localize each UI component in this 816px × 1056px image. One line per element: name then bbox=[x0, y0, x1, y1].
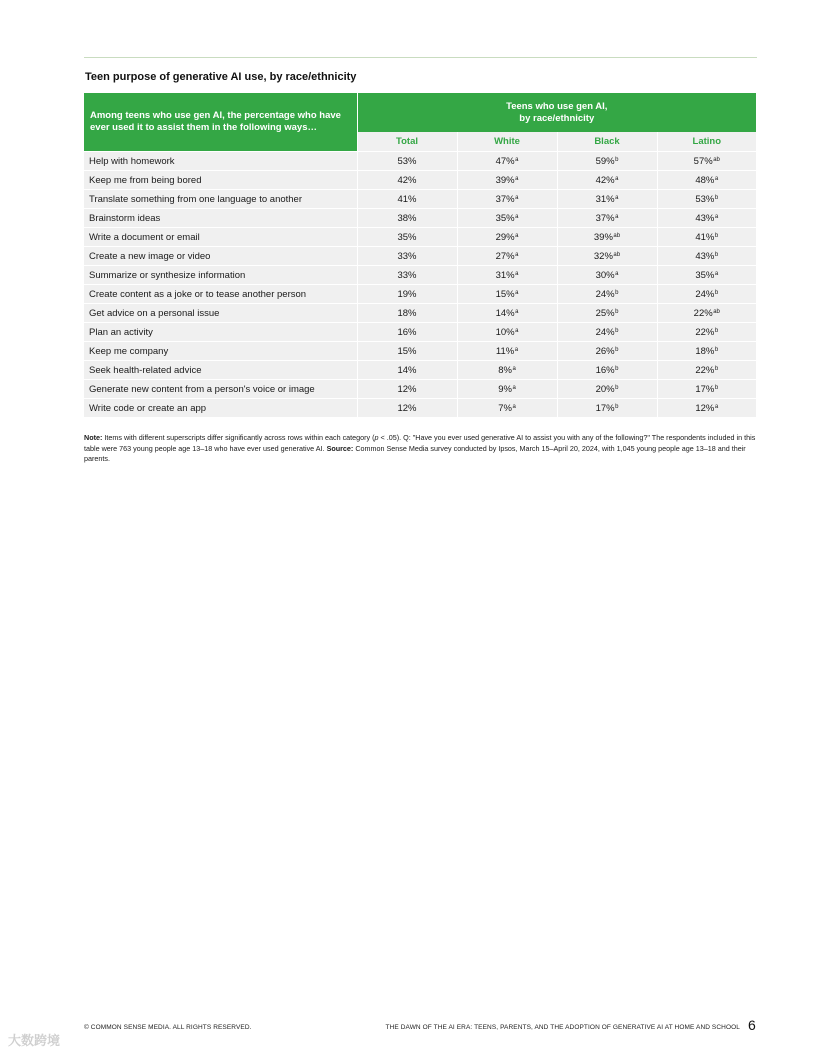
cell-white bbox=[457, 323, 557, 342]
significance-superscript: a bbox=[515, 270, 519, 277]
significance-superscript: b bbox=[615, 156, 619, 163]
cell-black bbox=[557, 285, 657, 304]
row-label: Keep me company bbox=[84, 342, 357, 361]
row-label: Seek health-related advice bbox=[84, 361, 357, 380]
significance-superscript: b bbox=[615, 346, 619, 353]
cell-latino bbox=[657, 285, 756, 304]
cell-value: 25% bbox=[595, 307, 615, 319]
table-row bbox=[84, 323, 756, 342]
header-group-line1: Teens who use gen AI, bbox=[506, 100, 608, 112]
significance-superscript: b bbox=[615, 308, 619, 315]
cell-total: 19% bbox=[357, 285, 457, 304]
cell-white bbox=[457, 399, 557, 418]
table-row bbox=[84, 266, 756, 285]
cell-black bbox=[557, 399, 657, 418]
cell-value: 37% bbox=[595, 212, 615, 224]
row-label: Create a new image or video bbox=[84, 247, 357, 266]
cell-total: 12% bbox=[357, 399, 457, 418]
cell-value: 24% bbox=[595, 288, 615, 300]
column-header-black: Black bbox=[557, 132, 657, 152]
table-row bbox=[84, 209, 756, 228]
cell-total: 18% bbox=[357, 304, 457, 323]
significance-superscript: ab bbox=[713, 308, 720, 315]
header-question: Among teens who use gen AI, the percentage who have ever used it to assist them in the following ways… bbox=[84, 93, 357, 152]
significance-superscript: b bbox=[615, 289, 619, 296]
cell-value: 32% bbox=[593, 250, 613, 262]
significance-superscript: a bbox=[515, 289, 519, 296]
row-label: Write a document or email bbox=[84, 228, 357, 247]
significance-superscript: a bbox=[512, 403, 516, 410]
cell-value: 16% bbox=[595, 364, 615, 376]
cell-total: 33% bbox=[357, 266, 457, 285]
table-row bbox=[84, 399, 756, 418]
significance-superscript: a bbox=[512, 365, 516, 372]
note-text-2: < .05). Q: "Have you ever used generative AI to assist you with any of the following?" The respondents included in this table were 763 young people age 13–18 who have ever used generative AI. bbox=[84, 433, 756, 453]
cell-black bbox=[557, 304, 657, 323]
cell-latino bbox=[657, 342, 756, 361]
cell-black bbox=[557, 361, 657, 380]
significance-superscript: a bbox=[515, 232, 519, 239]
significance-superscript: a bbox=[615, 270, 619, 277]
column-header-white: White bbox=[457, 132, 557, 152]
cell-white bbox=[457, 209, 557, 228]
cell-value: 24% bbox=[595, 326, 615, 338]
cell-value: 15% bbox=[495, 288, 515, 300]
significance-superscript: a bbox=[515, 194, 519, 201]
page-number: 6 bbox=[748, 1017, 756, 1033]
row-label: Summarize or synthesize information bbox=[84, 266, 357, 285]
row-label: Brainstorm ideas bbox=[84, 209, 357, 228]
cell-total: 33% bbox=[357, 247, 457, 266]
cell-value: 35% bbox=[495, 212, 515, 224]
cell-value: 11% bbox=[495, 345, 515, 357]
cell-value: 37% bbox=[495, 193, 515, 205]
table-body bbox=[84, 152, 756, 418]
cell-latino bbox=[657, 171, 756, 190]
cell-latino bbox=[657, 152, 756, 171]
cell-total: 41% bbox=[357, 190, 457, 209]
watermark: 大数跨境 bbox=[8, 1033, 61, 1048]
cell-white bbox=[457, 380, 557, 399]
row-label: Write code or create an app bbox=[84, 399, 357, 418]
table-row bbox=[84, 190, 756, 209]
cell-value: 7% bbox=[498, 402, 512, 414]
top-divider bbox=[84, 57, 757, 58]
row-label: Plan an activity bbox=[84, 323, 357, 342]
significance-superscript: b bbox=[714, 194, 719, 201]
cell-value: 22% bbox=[695, 364, 715, 376]
table-note bbox=[84, 433, 760, 465]
cell-black bbox=[557, 342, 657, 361]
cell-latino bbox=[657, 190, 756, 209]
cell-latino bbox=[657, 380, 756, 399]
table-row bbox=[84, 228, 756, 247]
cell-value: 29% bbox=[495, 231, 515, 243]
note-label: Note: bbox=[84, 433, 103, 442]
significance-superscript: a bbox=[615, 213, 619, 220]
significance-superscript: b bbox=[615, 384, 619, 391]
note-text-1: Items with different superscripts differ significantly across rows within each category ( bbox=[102, 433, 375, 442]
cell-total: 12% bbox=[357, 380, 457, 399]
cell-black bbox=[557, 152, 657, 171]
cell-black bbox=[557, 190, 657, 209]
footer-report-title: THE DAWN OF THE AI ERA: TEENS, PARENTS, AND THE ADOPTION OF GENERATIVE AI AT HOME AND SCHOOL bbox=[385, 1024, 740, 1031]
cell-white bbox=[457, 342, 557, 361]
cell-value: 43% bbox=[695, 250, 715, 262]
cell-latino bbox=[657, 323, 756, 342]
cell-value: 12% bbox=[695, 402, 715, 414]
significance-superscript: a bbox=[714, 403, 719, 410]
cell-value: 22% bbox=[693, 307, 713, 319]
note-p: p bbox=[374, 433, 379, 442]
cell-latino bbox=[657, 361, 756, 380]
table-row bbox=[84, 247, 756, 266]
table-row bbox=[84, 342, 756, 361]
cell-white bbox=[457, 285, 557, 304]
significance-superscript: ab bbox=[613, 232, 621, 239]
cell-value: 22% bbox=[695, 326, 715, 338]
significance-superscript: b bbox=[714, 365, 719, 372]
cell-value: 31% bbox=[595, 193, 615, 205]
significance-superscript: b bbox=[714, 289, 719, 296]
cell-value: 31% bbox=[495, 269, 515, 281]
cell-total: 53% bbox=[357, 152, 457, 171]
cell-white bbox=[457, 304, 557, 323]
row-label: Get advice on a personal issue bbox=[84, 304, 357, 323]
significance-superscript: b bbox=[714, 232, 719, 239]
header-group-line2: by race/ethnicity bbox=[519, 112, 595, 124]
cell-value: 35% bbox=[695, 269, 715, 281]
cell-value: 17% bbox=[695, 383, 715, 395]
cell-white bbox=[457, 247, 557, 266]
cell-white bbox=[457, 171, 557, 190]
cell-value: 48% bbox=[695, 174, 715, 186]
cell-value: 26% bbox=[595, 345, 615, 357]
cell-latino bbox=[657, 228, 756, 247]
source-label: Source: bbox=[326, 443, 354, 453]
column-header-latino: Latino bbox=[657, 132, 756, 152]
cell-value: 47% bbox=[495, 155, 515, 167]
cell-black bbox=[557, 380, 657, 399]
cell-black bbox=[557, 228, 657, 247]
significance-superscript: b bbox=[714, 384, 719, 391]
cell-value: 18% bbox=[695, 345, 715, 357]
cell-value: 9% bbox=[498, 383, 512, 395]
table-row bbox=[84, 152, 756, 171]
table-title: Teen purpose of generative AI use, by race/ethnicity bbox=[85, 71, 357, 83]
significance-superscript: a bbox=[515, 213, 519, 220]
cell-value: 39% bbox=[495, 174, 515, 186]
cell-value: 24% bbox=[695, 288, 715, 300]
cell-latino bbox=[657, 304, 756, 323]
cell-total: 42% bbox=[357, 171, 457, 190]
significance-superscript: ab bbox=[613, 251, 621, 258]
cell-total: 38% bbox=[357, 209, 457, 228]
cell-value: 10% bbox=[495, 326, 515, 338]
row-label: Help with homework bbox=[84, 152, 357, 171]
significance-superscript: b bbox=[714, 251, 719, 258]
cell-value: 30% bbox=[595, 269, 615, 281]
table-row bbox=[84, 304, 756, 323]
cell-value: 53% bbox=[695, 193, 715, 205]
cell-total: 15% bbox=[357, 342, 457, 361]
source-text: Common Sense Media survey conducted by Ipsos, March 15–April 20, 2024, with 1,045 young people age 13–18 and their parents. bbox=[84, 443, 746, 463]
cell-latino bbox=[657, 399, 756, 418]
cell-latino bbox=[657, 247, 756, 266]
significance-superscript: a bbox=[714, 175, 719, 182]
data-table bbox=[84, 93, 756, 417]
cell-value: 27% bbox=[495, 250, 515, 262]
significance-superscript: b bbox=[615, 403, 619, 410]
significance-superscript: a bbox=[515, 308, 519, 315]
significance-superscript: a bbox=[514, 346, 519, 353]
cell-value: 41% bbox=[695, 231, 715, 243]
cell-latino bbox=[657, 266, 756, 285]
significance-superscript: b bbox=[714, 346, 719, 353]
cell-value: 20% bbox=[595, 383, 615, 395]
cell-value: 59% bbox=[595, 155, 615, 167]
table-row bbox=[84, 285, 756, 304]
footer-copyright: © COMMON SENSE MEDIA. ALL RIGHTS RESERVED. bbox=[84, 1024, 252, 1031]
significance-superscript: b bbox=[714, 327, 719, 334]
significance-superscript: b bbox=[615, 327, 619, 334]
significance-superscript: a bbox=[714, 213, 719, 220]
row-label: Keep me from being bored bbox=[84, 171, 357, 190]
cell-value: 17% bbox=[595, 402, 615, 414]
cell-white bbox=[457, 361, 557, 380]
column-header-total: Total bbox=[357, 132, 457, 152]
cell-total: 14% bbox=[357, 361, 457, 380]
significance-superscript: a bbox=[515, 251, 519, 258]
cell-black bbox=[557, 266, 657, 285]
significance-superscript: ab bbox=[713, 156, 720, 163]
significance-superscript: a bbox=[615, 194, 619, 201]
header-group bbox=[357, 93, 756, 132]
significance-superscript: a bbox=[515, 156, 519, 163]
cell-value: 39% bbox=[593, 231, 613, 243]
cell-value: 14% bbox=[495, 307, 515, 319]
cell-black bbox=[557, 247, 657, 266]
row-label: Create content as a joke or to tease another person bbox=[84, 285, 357, 304]
significance-superscript: a bbox=[515, 327, 519, 334]
table-row bbox=[84, 361, 756, 380]
cell-total: 35% bbox=[357, 228, 457, 247]
cell-white bbox=[457, 190, 557, 209]
table-row bbox=[84, 380, 756, 399]
cell-total: 16% bbox=[357, 323, 457, 342]
row-label: Generate new content from a person's voice or image bbox=[84, 380, 357, 399]
cell-black bbox=[557, 323, 657, 342]
cell-value: 43% bbox=[695, 212, 715, 224]
cell-black bbox=[557, 171, 657, 190]
significance-superscript: a bbox=[515, 175, 519, 182]
significance-superscript: a bbox=[615, 175, 619, 182]
cell-value: 57% bbox=[693, 155, 713, 167]
cell-black bbox=[557, 209, 657, 228]
cell-white bbox=[457, 266, 557, 285]
table-row bbox=[84, 171, 756, 190]
cell-value: 8% bbox=[498, 364, 512, 376]
cell-white bbox=[457, 228, 557, 247]
significance-superscript: a bbox=[512, 384, 516, 391]
cell-value: 42% bbox=[595, 174, 615, 186]
significance-superscript: b bbox=[615, 365, 619, 372]
significance-superscript: a bbox=[714, 270, 719, 277]
row-label: Translate something from one language to another bbox=[84, 190, 357, 209]
cell-latino bbox=[657, 209, 756, 228]
cell-white bbox=[457, 152, 557, 171]
